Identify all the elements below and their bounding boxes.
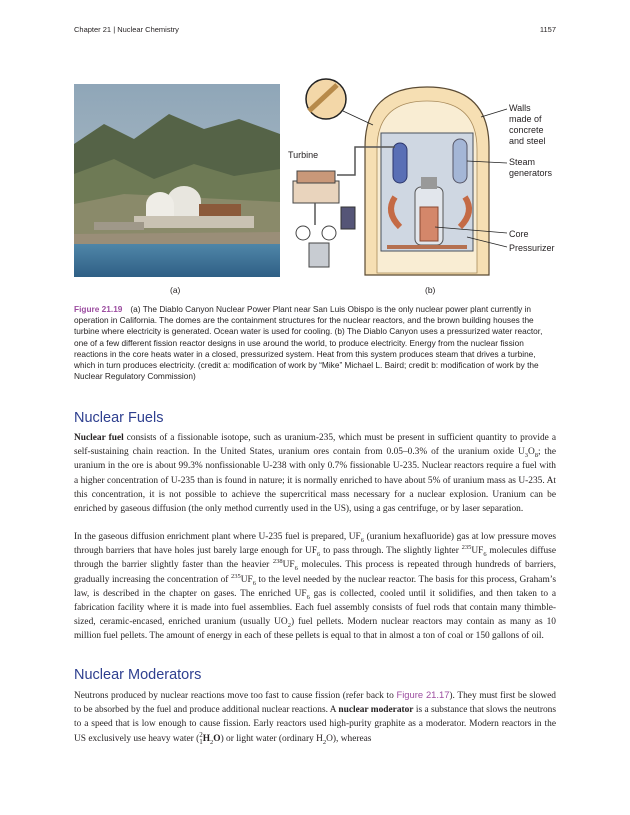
paragraph-gaseous-diffusion: In the gaseous diffusion enrichment plant where U-235 fuel is prepared, $UF_6$ (uranium hexafluoride) gas at low pressure moves through barriers that have holes just barely large enough for $UF_6$ to pass through. The slightly lighter $^{235}UF_6$ molecules diffuse through the barrier slightly faster than the heavier $^{238}UF_6$ molecules. This process is repeated through hundreds of barriers, gradually increasing the concentration of $^{235}UF_6$ to the level needed by the nuclear reactor. The basis for this process, Graham’s law, is described in the chapter on gases. The enriched $UF_6$ gas is collected, cooled until it solidifies, and then taken to a fabrication facility where it is made into fuel assemblies. Each fuel assembly consists of fuel rods that contain many thimble-sized, ceramic-encased, enriched uranium (usually $UO_2$) fuel pellets. Modern nuclear reactors may contain as many as 10 million fuel pellets. The amount of energy in each of these pellets is equal to that in almost a ton of coal or 150 gallons of oil. [74, 532, 556, 642]
walls-label: Walls made of concrete and steel [509, 103, 546, 146]
heavy-water-isotope: 2 1 [199, 730, 203, 746]
page-number: 1157 [539, 25, 556, 34]
power-plant-photo [74, 84, 280, 277]
section-heading-nuclear-fuels: Nuclear Fuels [74, 410, 164, 426]
core-label: Core [509, 229, 529, 239]
figure-number: Figure 21.19 [74, 304, 123, 314]
figure-caption [74, 304, 556, 382]
chapter-title: Chapter 21 | Nuclear Chemistry [74, 25, 179, 34]
section-heading-nuclear-moderators: Nuclear Moderators [74, 667, 202, 683]
figure-21-17-link[interactable]: Figure 21.17 [396, 689, 450, 700]
paragraph-nuclear-fuel: Nuclear fuel consists of a fissionable isotope, such as uranium-235, which must be present in sufficient quantity to provide a self-sustaining chain reaction. In the United States, uranium ores contain from 0.05–0.3% of the uranium oxide $U_3O_8$; the uranium in the ore is about 99.3% nonfissionable U-238 with only 0.7% fissionable U-235. Nuclear reactors require a fuel with a higher concentration of U-235 than is found in nature; it is normally enriched to have about 5% of uranium mass as U-235. At this concentration, it is not possible to achieve the supercritical mass necessary for a nuclear explosion. Uranium can be enriched by gaseous diffusion (the only method currently used in the US), using a gas centrifuge, or by laser separation. [74, 433, 557, 515]
subfigure-label-b: (b) [425, 285, 436, 295]
steam-generators-label: Steam generators [509, 157, 553, 178]
turbine-label: Turbine [288, 150, 319, 160]
page-header [74, 25, 556, 37]
term-nuclear-fuel: Nuclear fuel [74, 433, 124, 443]
pressurizer-label: Pressurizer [509, 243, 555, 253]
subfigure-label-a: (a) [170, 285, 181, 295]
caption-text: (a) The Diablo Canyon Nuclear Power Plant near San Luis Obispo is the only nuclear power plant currently in operation in California. The domes are the containment structures for the nuclear reactors, and the brown building houses the turbine where electricity is generated. Ocean water is used for cooling. (b) The Diablo Canyon uses a pressurized water reactor, one of a few different fission reactor designs in use around the world, to produce electricity. Energy from the nuclear fission reactions in the core heats water in a closed, pressurized system. Heat from this system produces steam that drives a turbine, which in turn produces electricity. (credit a: modification of work by “Mike” Michael L. Baird; credit b: modification of work by the Nuclear Regulatory Commission) [74, 304, 543, 382]
paragraph-nuclear-moderators: Neutrons produced by nuclear reactions move too fast to cause fission (refer back to Figure 21.17). They must first be slowed to be absorbed by the fuel and produce additional nuclear reactions. A nuclear moderator is a substance that slows the neutrons to a speed that is low enough to cause fission. Early reactors used high-purity graphite as a moderator. Modern reactors in the US exclusively use heavy water (2 $1H_2O$) or light water (ordinary $H_2O$), whereas [74, 689, 556, 746]
term-nuclear-moderator: nuclear moderator [338, 705, 414, 716]
